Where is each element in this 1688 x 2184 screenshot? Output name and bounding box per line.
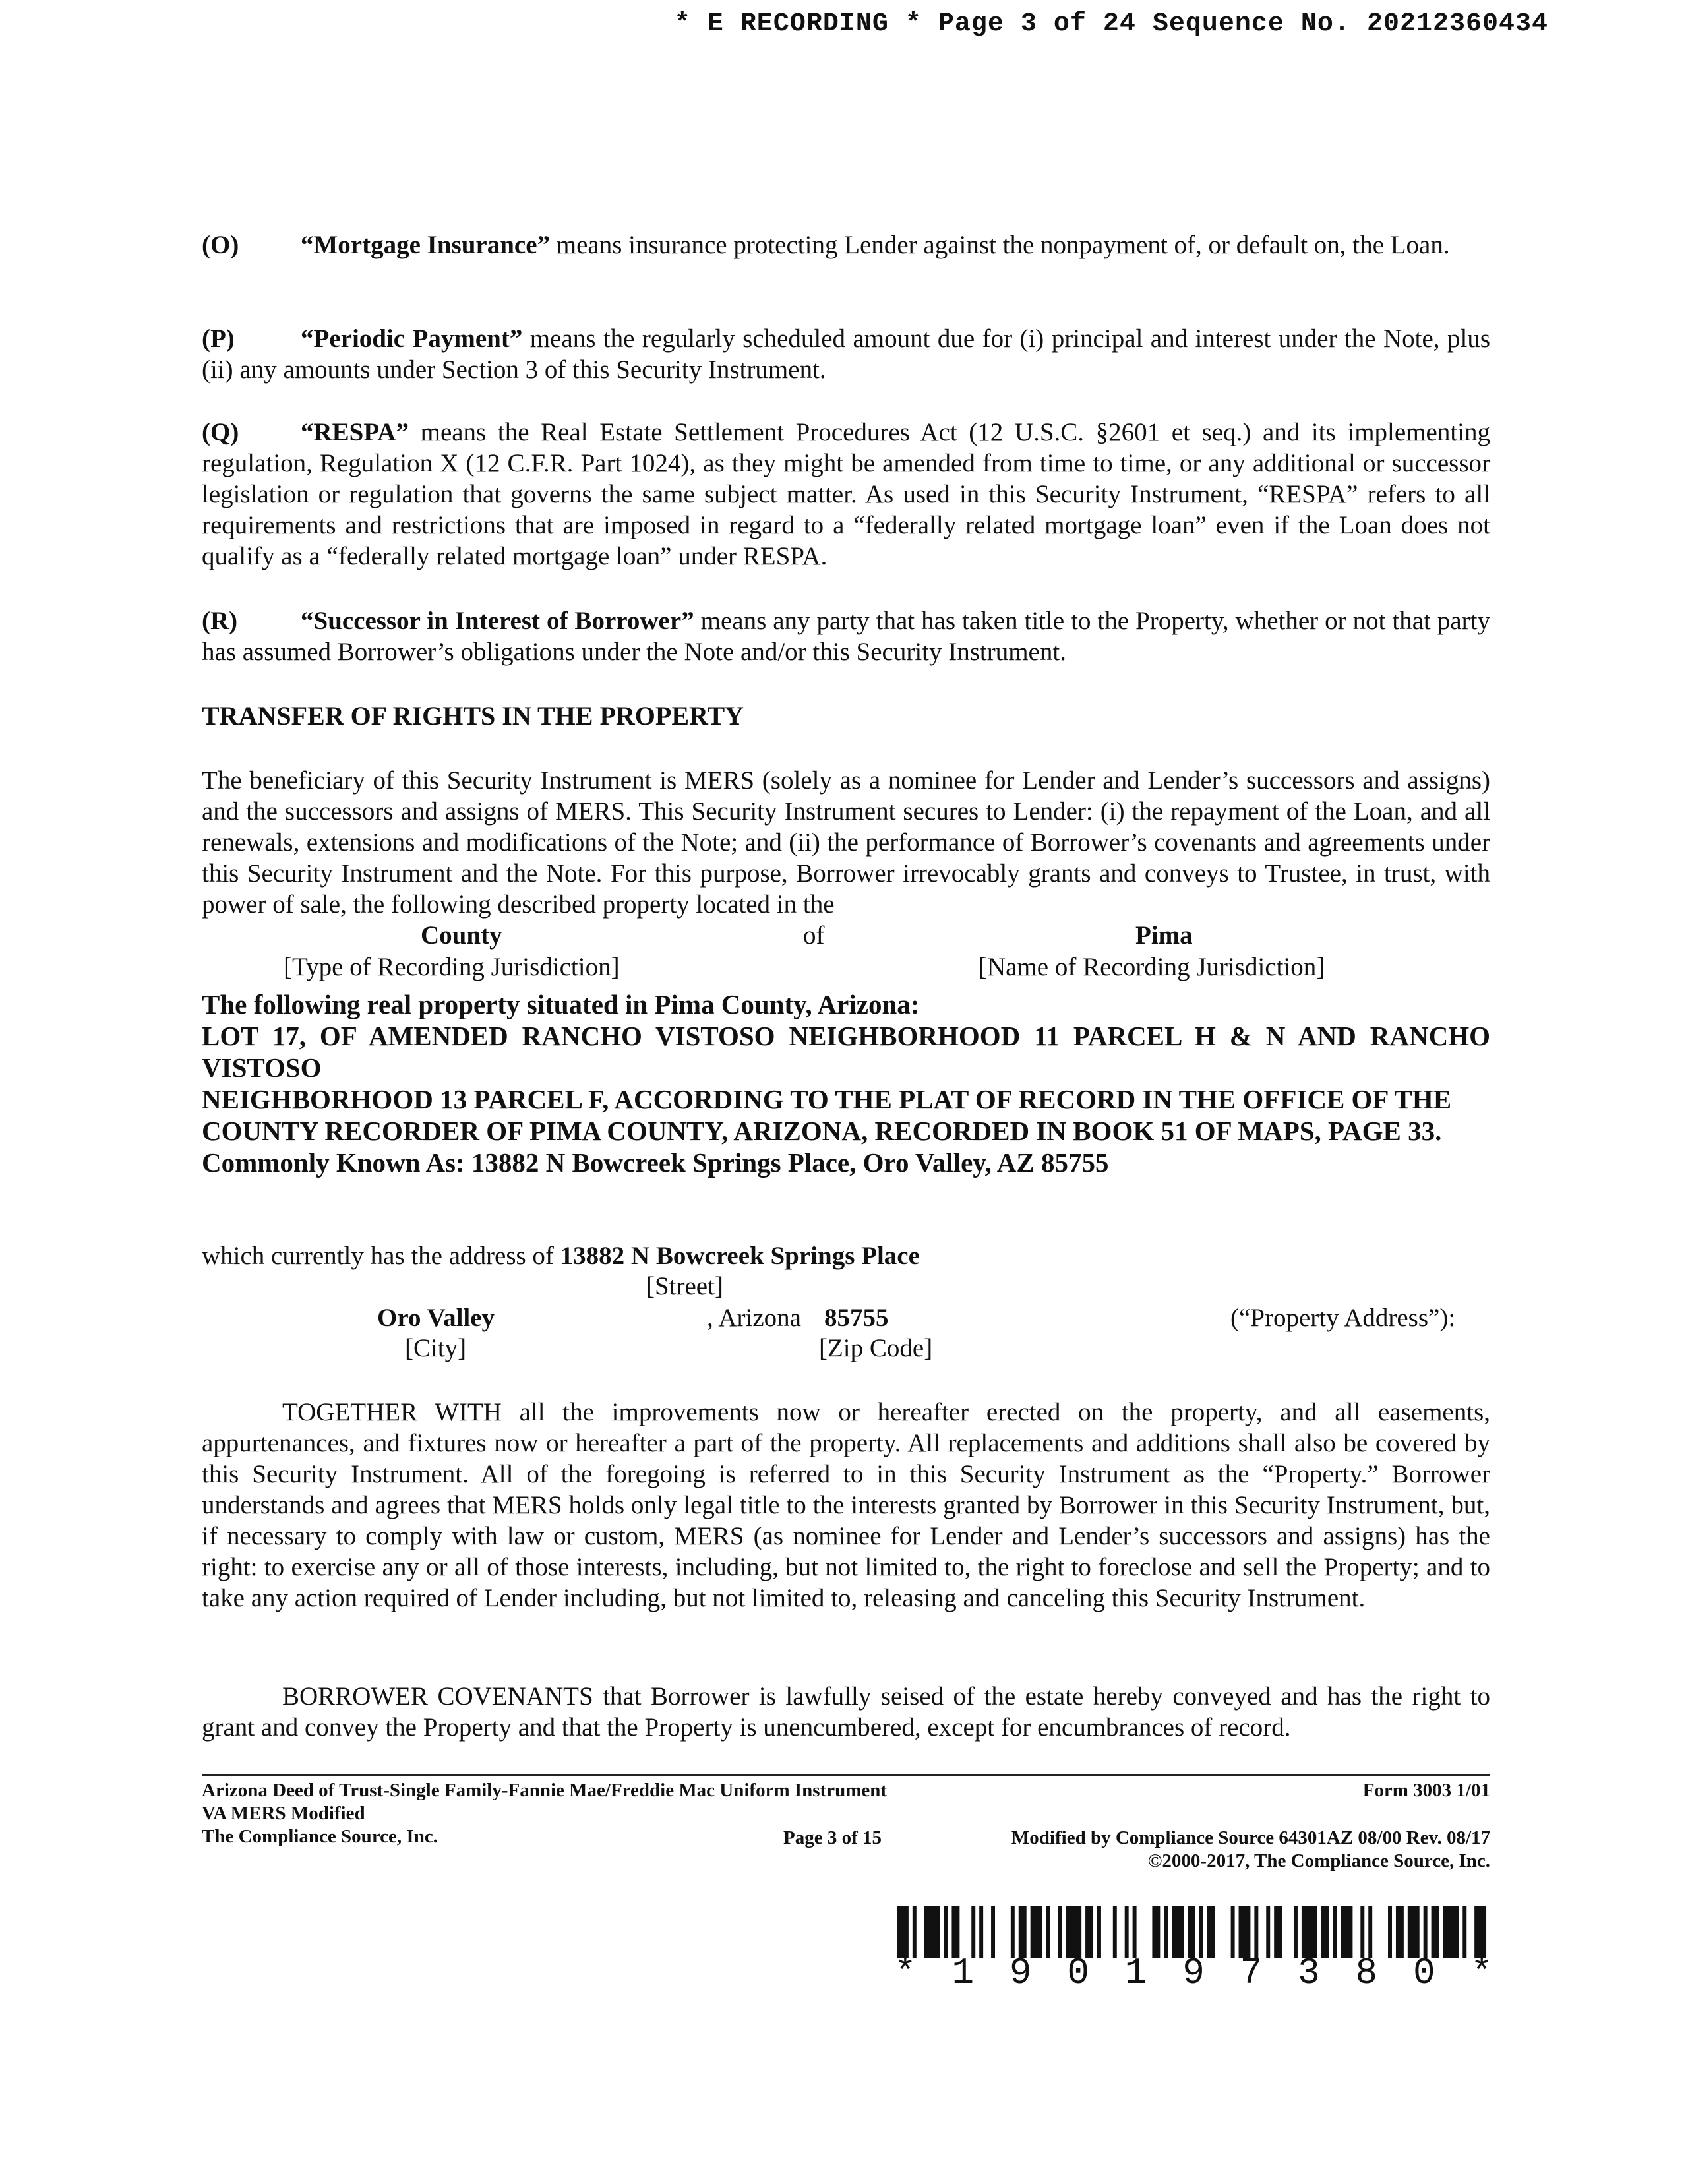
barcode-bar: [971, 1906, 975, 1958]
definition-label: (R): [202, 607, 238, 635]
barcode-bar: [1085, 1906, 1093, 1958]
definition-text: means insurance protecting Lender against the nonpayment of, or default on, the Loan.: [550, 231, 1450, 259]
barcode-bar: [1199, 1906, 1203, 1958]
legal-description: [202, 988, 1490, 1178]
transfer-paragraph: The beneficiary of this Security Instrument is MERS (solely as a nominee for Lender and Lender’s successors and assigns) and the successors and assigns of MERS. This Security Instrument secures to Lender: (i) the repayment of the Loan, and all renewals, extensions and modifications of the Note; and (ii) the performance of Borrower’s covenants and agreements under this Security Instrument and the Note. For this purpose, Borrower irrevocably grants and conveys to Trustee, in trust, with power of sale, the following described property located in the: [202, 766, 1490, 919]
legal-line: COUNTY RECORDER OF PIMA COUNTY, ARIZONA, RECORDED IN BOOK 51 OF MAPS, PAGE 33.: [202, 1116, 1442, 1146]
barcode-bar: [1031, 1906, 1042, 1958]
barcode-bar: [1066, 1906, 1081, 1958]
address-street-label: [Street]: [646, 1272, 723, 1300]
definition-r: [202, 605, 1490, 667]
barcode-bar: [1019, 1906, 1027, 1958]
section-heading: TRANSFER OF RIGHTS IN THE PROPERTY: [202, 701, 744, 731]
barcode-bar: [1424, 1906, 1428, 1958]
definition-label: (Q): [202, 418, 239, 446]
barcode-bar: [1097, 1906, 1101, 1958]
jurisdiction-of: of: [803, 921, 825, 950]
barcode-bar: [1360, 1906, 1364, 1958]
barcode-bar: [944, 1906, 948, 1958]
barcode-bar: [1058, 1906, 1062, 1958]
barcode-digits: [894, 1952, 1493, 1994]
barcode-bar: [1408, 1906, 1420, 1958]
barcode-bar: [924, 1906, 940, 1958]
barcode-bar: [1341, 1906, 1353, 1958]
footer-page: Page 3 of 15: [783, 1827, 882, 1848]
address-state: , Arizona: [707, 1304, 801, 1332]
definition-p: [202, 323, 1490, 385]
barcode-bar: [1133, 1906, 1137, 1958]
definition-term: “Successor in Interest of Borrower”: [301, 607, 694, 635]
barcode-bar: [913, 1906, 917, 1958]
definition-term: “RESPA”: [301, 418, 409, 446]
definition-term: “Mortgage Insurance”: [301, 231, 551, 259]
barcode-digit: 3: [1298, 1952, 1320, 1994]
barcode-digit: 9: [1009, 1952, 1032, 1994]
barcode-bar: [1188, 1906, 1195, 1958]
jurisdiction-type-value: County: [421, 921, 502, 950]
address-zip: 85755: [824, 1304, 889, 1332]
barcode-digit: 0: [1067, 1952, 1089, 1994]
definition-text: means the regularly scheduled amount due for (i) principal and interest under the Note, plus (ii) any amounts under Section 3 of this Security Instrument.: [202, 324, 1490, 384]
barcode-bar: [1231, 1906, 1235, 1958]
barcode-bar: [1254, 1906, 1258, 1958]
definition-o: [202, 229, 1490, 260]
legal-line: VISTOSO: [202, 1052, 322, 1083]
barcode-bar: [1443, 1906, 1459, 1958]
definition-text: means the Real Estate Settlement Procedures Act (12 U.S.C. §2601 et seq.) and its implementing regulation, Regulation X (12 C.F.R. Part 1024), as they might be amended from time to time, or any additional or successor legislation or regulation that governs the same subject matter. As used in this Security Instrument, “RESPA” refers to all requirements and restrictions that are imposed in regard to a “federally related mortgage loan” even if the Loan does not qualify as a “federally related mortgage loan” under RESPA.: [202, 418, 1490, 570]
footer-copyright: ©2000-2017, The Compliance Source, Inc.: [1147, 1850, 1490, 1871]
address-street: 13882 N Bowcreek Springs Place: [560, 1242, 920, 1270]
barcode-bar: [1321, 1906, 1329, 1958]
barcode-bar: [1125, 1906, 1129, 1958]
barcode-bar: [1152, 1906, 1160, 1958]
barcode-digit: 7: [1240, 1952, 1263, 1994]
jurisdiction-name-label: [Name of Recording Jurisdiction]: [979, 953, 1325, 981]
barcode: [897, 1906, 1490, 1958]
address-city-label: [City]: [405, 1334, 467, 1362]
barcode-digit: 1: [951, 1952, 975, 1994]
legal-line: NEIGHBORHOOD 13 PARCEL F, ACCORDING TO THE PLAT OF RECORD IN THE OFFICE OF THE: [202, 1084, 1452, 1114]
barcode-bar: [1333, 1906, 1337, 1958]
address-zip-label: [Zip Code]: [819, 1334, 933, 1362]
barcode-bar: [1462, 1906, 1466, 1958]
definition-text: means any party that has taken title to the Property, whether or not that party has assumed Borrower’s obligations under the Note and/or this Security Instrument.: [202, 607, 1490, 666]
legal-line: The following real property situated in Pima County, Arizona:: [202, 989, 920, 1019]
barcode-bar: [1207, 1906, 1215, 1958]
address-intro: [202, 1240, 920, 1271]
barcode-bar: [1266, 1906, 1270, 1958]
jurisdiction-type-label: [Type of Recording Jurisdiction]: [284, 953, 620, 981]
barcode-digit: 8: [1355, 1952, 1378, 1994]
legal-line: Commonly Known As: 13882 N Bowcreek Springs Place, Oro Valley, AZ 85755: [202, 1147, 1109, 1178]
barcode-bar: [991, 1906, 995, 1958]
barcode-bar: [1302, 1906, 1317, 1958]
barcode-bar: [1274, 1906, 1282, 1958]
footer-form-title: Arizona Deed of Trust-Single Family-Fannie Mae/Freddie Mac Uniform Instrument: [202, 1780, 888, 1801]
barcode-bar: [1396, 1906, 1404, 1958]
barcode-digit: 0: [1412, 1952, 1435, 1994]
jurisdiction-name-value: Pima: [1135, 921, 1193, 950]
definition-label: (O): [202, 231, 239, 259]
footer-form-number: Form 3003 1/01: [1362, 1780, 1490, 1801]
definition-term: “Periodic Payment”: [301, 324, 523, 353]
barcode-digit: 1: [1124, 1952, 1147, 1994]
barcode-bar: [1239, 1906, 1251, 1958]
barcode-digit: *: [894, 1952, 917, 1994]
barcode-bar: [1046, 1906, 1050, 1958]
borrower-covenants-paragraph: BORROWER COVENANTS that Borrower is lawfully seised of the estate hereby conveyed and has the right to grant and convey the Property and that the Property is unencumbered, except for encumbrances of record.: [202, 1682, 1490, 1742]
barcode-bar: [979, 1906, 983, 1958]
barcode-bar: [1011, 1906, 1015, 1958]
footer-company: The Compliance Source, Inc.: [202, 1826, 438, 1847]
barcode-bar: [1164, 1906, 1168, 1958]
barcode-bar: [951, 1906, 959, 1958]
footer-divider: [202, 1774, 1490, 1776]
barcode-bar: [1294, 1906, 1298, 1958]
barcode-digit: *: [1470, 1952, 1493, 1994]
property-address-label: (“Property Address”):: [1230, 1304, 1456, 1332]
barcode-digit: 9: [1182, 1952, 1205, 1994]
definition-label: (P): [202, 324, 235, 353]
footer-modified-by: Modified by Compliance Source 64301AZ 08/00 Rev. 08/17: [1011, 1827, 1490, 1848]
together-with-paragraph: TOGETHER WITH all the improvements now or hereafter erected on the property, and all easements, appurtenances, and fixtures now or hereafter a part of the property. All replacements and additions shall also be covered by this Security Instrument. All of the foregoing is referred to in this Security Instrument as the “Property.” Borrower understands and agrees that MERS holds only legal title to the interests granted by Borrower in this Security Instrument, but, if necessary to comply with law or custom, MERS (as nominee for Lender and Lender’s successors and assigns) has the right: to exercise any or all of those interests, including, but not limited to, the right to foreclose and sell the Property; and to take any action required of Lender including, but not limited to, releasing and canceling this Security Instrument.: [202, 1398, 1490, 1612]
definition-q: [202, 417, 1490, 572]
address-city: Oro Valley: [377, 1304, 495, 1332]
barcode-bar: [1113, 1906, 1117, 1958]
address-intro-text: which currently has the address of: [202, 1242, 554, 1270]
barcode-bar: [1432, 1906, 1439, 1958]
barcode-bar: [1388, 1906, 1392, 1958]
barcode-bar: [1172, 1906, 1184, 1958]
recording-header: * E RECORDING * Page 3 of 24 Sequence No. 20212360434: [674, 9, 1548, 39]
barcode-bar: [1368, 1906, 1372, 1958]
legal-line: LOT 17, OF AMENDED RANCHO VISTOSO NEIGHBORHOOD 11 PARCEL H & N AND RANCHO: [202, 1021, 1490, 1051]
barcode-bar: [897, 1906, 909, 1958]
barcode-bar: [1474, 1906, 1486, 1958]
footer-modifier: VA MERS Modified: [202, 1803, 365, 1824]
